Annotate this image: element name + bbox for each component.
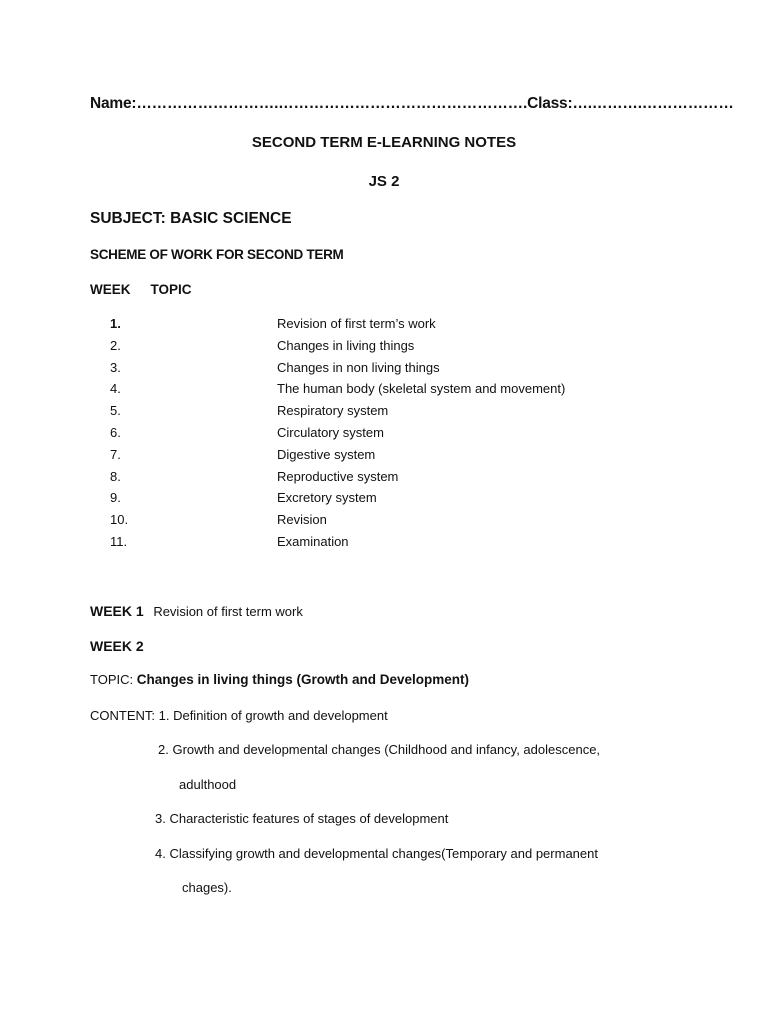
- content-prefix: CONTENT:: [90, 708, 155, 723]
- class-label: JS 2: [368, 173, 400, 190]
- content-item-2-cont: adulthood: [179, 777, 237, 792]
- scheme-week-number: 2.: [110, 337, 121, 353]
- scheme-week-topic: Revision: [277, 512, 327, 528]
- scheme-week-number: 10.: [110, 512, 129, 528]
- scheme-week-number: 4.: [110, 381, 121, 397]
- content-item-4: 4. Classifying growth and developmental changes(Temporary and permanent: [155, 846, 598, 861]
- week1-text: Revision of first term work: [153, 604, 303, 619]
- content-item-1: 1. Definition of growth and development: [158, 708, 388, 723]
- content-item-2: 2. Growth and developmental changes (Childhood and infancy, adolescence,: [158, 742, 601, 757]
- document-title: SECOND TERM E-LEARNING NOTES: [251, 134, 517, 151]
- scheme-week-topic: Revision of first term’s work: [277, 316, 436, 331]
- topic-prefix: TOPIC:: [90, 672, 134, 687]
- scheme-column-headers: [90, 282, 212, 297]
- name-class-line: Name:……………………….………………………………………….Class:….……….………………: [90, 95, 734, 112]
- topic-text: Changes in living things (Growth and Development): [136, 672, 470, 687]
- content-line-1: [90, 708, 388, 723]
- scheme-week-topic: Respiratory system: [277, 403, 389, 419]
- scheme-week-topic: Reproductive system: [277, 468, 399, 484]
- week2-label: WEEK 2: [90, 638, 144, 654]
- content-item-3: 3. Characteristic features of stages of development: [155, 811, 449, 826]
- topic-column-header: TOPIC: [150, 282, 192, 297]
- topic-line: [90, 672, 469, 687]
- scheme-week-number: 8.: [110, 468, 121, 484]
- scheme-heading: SCHEME OF WORK FOR SECOND TERM: [90, 247, 344, 262]
- scheme-week-number: 9.: [110, 490, 121, 506]
- scheme-week-number: 11.: [110, 534, 128, 549]
- scheme-week-topic: Changes in living things: [277, 337, 415, 353]
- scheme-week-number: 5.: [110, 403, 121, 419]
- scheme-week-topic: Excretory system: [277, 490, 377, 506]
- week1-label: WEEK 1: [90, 603, 144, 619]
- scheme-week-topic: The human body (skeletal system and movement): [277, 381, 566, 397]
- scheme-week-number: 3.: [110, 359, 121, 375]
- week-column-header: WEEK: [90, 282, 131, 297]
- scheme-week-topic: Circulatory system: [277, 425, 384, 440]
- scheme-week-topic: Changes in non living things: [277, 359, 440, 375]
- week1-line: [90, 603, 303, 619]
- scheme-week-number: 7.: [110, 446, 121, 462]
- scheme-week-number: 6.: [110, 425, 121, 440]
- subject-heading: SUBJECT: BASIC SCIENCE: [90, 210, 292, 227]
- scheme-week-topic: Digestive system: [277, 446, 376, 462]
- content-item-4-cont: chages).: [182, 880, 232, 895]
- scheme-week-number: 1.: [110, 316, 121, 331]
- scheme-week-topic: Examination: [277, 534, 349, 549]
